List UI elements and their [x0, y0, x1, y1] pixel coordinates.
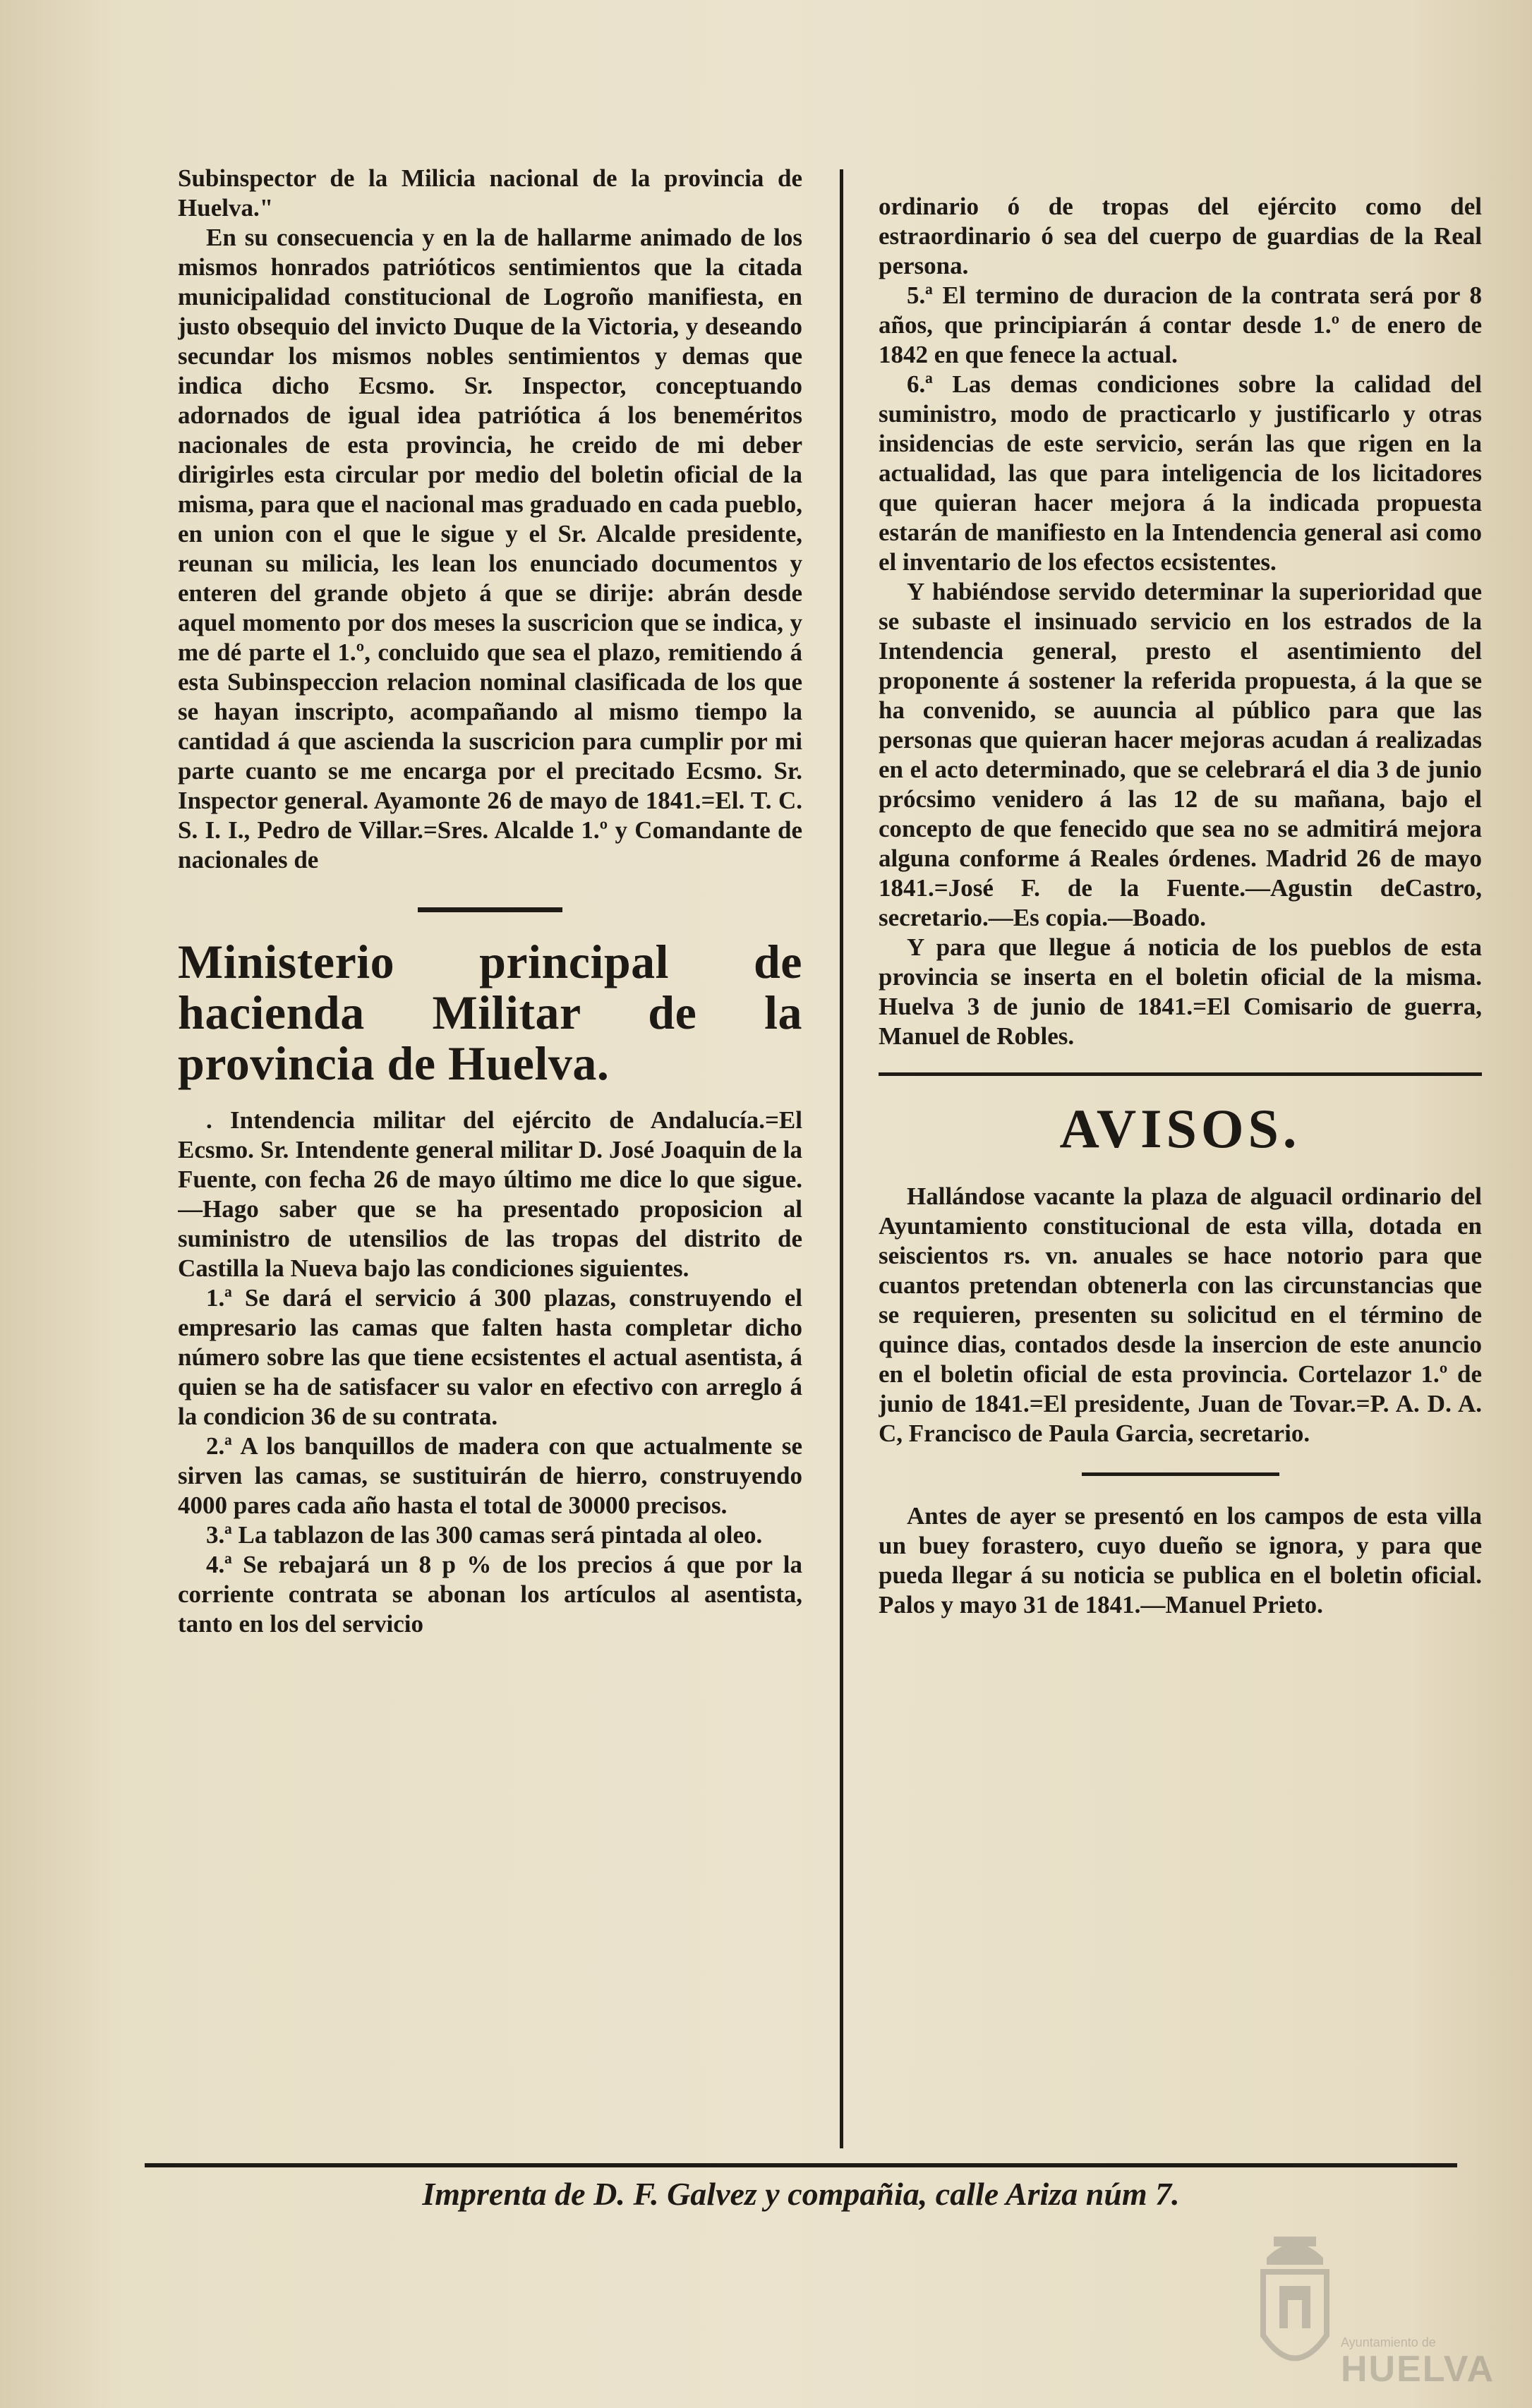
watermark-line-1: Ayuntamiento de [1341, 2335, 1436, 2349]
aviso-divider [1082, 1472, 1279, 1476]
right-paragraph-2: 5.ª El termino de duracion de la contrata será por 8 años, que principiarán á contar desde 1.º de enero de 1842 en que fenece la actual. [879, 282, 1482, 368]
imprint-footer: Imprenta de D. F. Galvez y compañia, calle Ariza núm 7. [422, 2176, 1180, 2212]
city-coat-of-arms-icon [1253, 2229, 1337, 2392]
left-paragraph-2: En su consecuencia y en la de hallarme animado de los mismos honrados patrióticos sentimientos que la citada municipalidad constitucional de Logroño manifiesta, en justo obsequio del invicto Duque de la Victoria, y deseando secundar los mismos nobles sentimientos y demas que indica dicho Ecsmo. Sr. Inspector, conceptuando adornados de igual idea patriótica á los beneméritos nacionales de esta provincia, he creido de mi deber dirigirles esta circular por medio del boletin oficial de la misma, para que el nacional mas graduado en cada pueblo, en union con el que le sigue y el Sr. Alcalde presidente, reunan su milicia, les lean los enunciado documentos y enteren del grande objeto á que se dirije: abrán desde aquel momento por dos meses la suscricion que se indica, y me dé parte el 1.º, concluido que sea el plazo, remitiendo á esta Subinspeccion relacion nominal clasificada de los que se hayan inscripto, acompañando al mismo tiempo la cantidad á que ascienda la suscricion para cumplir por mi parte cuanto se me encarga por el precitado Ecsmo. Sr. Inspector general. Ayamonte 26 de mayo de 1841.=El. T. C. S. I. I., Pedro de Villar.=Sres. Alcalde 1.º y Comandante de nacionales de [178, 224, 802, 873]
section-divider [418, 907, 562, 912]
ministerio-paragraph-4: 3.ª La tablazon de las 300 camas será pintada al oleo. [206, 1521, 763, 1549]
right-paragraph-1: ordinario ó de tropas del ejército como del estraordinario ó sea del cuerpo de guardias de la Real persona. [879, 193, 1482, 279]
left-paragraph-1: Subinspector de la Milicia nacional de la provincia de Huelva." [178, 164, 802, 222]
left-column [178, 164, 802, 2136]
section-divider-long [879, 1072, 1482, 1076]
right-paragraph-3: 6.ª Las demas condiciones sobre la calidad del suministro, modo de practicarlo y justificarlo y otras insidencias de este servicio, serán las que rigen en la actualidad, las que para inteligencia de los licitadores que quieran hacer mejora á la indicada propuesta estarán de manifiesto en la Intendencia general asi como el inventario de los efectos ecsistentes. [879, 370, 1482, 576]
avisos-heading: AVISOS. [1059, 1098, 1301, 1159]
ministerio-heading: Ministerio principal de hacienda Militar de la provincia de Huelva. [178, 935, 802, 1090]
footer-rule [145, 2163, 1457, 2167]
ministerio-paragraph-2: 1.ª Se dará el servicio á 300 plazas, construyendo el empresario las camas que falten hasta completar dicho número sobre las que tiene ecsistentes el actual asentista, á quien se ha de satisfacer su valor en efectivo con arreglo á la condicion 36 de su contrata. [178, 1284, 802, 1430]
aviso-paragraph-2: Antes de ayer se presentó en los campos de esta villa un buey forastero, cuyo dueño se ignora, y para que pueda llegar á su noticia se publica en el boletin oficial. Palos y mayo 31 de 1841.—Manuel Prieto. [879, 1502, 1482, 1619]
archive-watermark [1238, 2229, 1521, 2399]
right-column [879, 192, 1482, 2164]
watermark-line-2: HUELVA [1341, 2349, 1495, 2390]
ministerio-paragraph-5: 4.ª Se rebajará un 8 p % de los precios á que por la corriente contrata se abonan los artículos al asentista, tanto en los del servicio [178, 1551, 802, 1638]
right-paragraph-4: Y habiéndose servido determinar la superioridad que se subaste el insinuado servicio en los estrados de la Intendencia general, presto el asentimiento del proponente á sostener la referida propuesta, á la que se ha convenido, se auuncia al público para que las personas que quieran hacer mejoras acudan á realizadas en el acto determinado, que se celebrará el dia 3 de junio prócsimo venidero á las 12 de su mañana, bajo el concepto de que fenecido que sea no se admitirá mejora alguna conforme á Reales órdenes. Madrid 26 de mayo 1841.=José F. de la Fuente.—Agustin deCastro, secretario.—Es copia.—Boado. [879, 578, 1482, 931]
ministerio-paragraph-1: . Intendencia militar del ejército de Andalucía.=El Ecsmo. Sr. Intendente general militar D. José Joaquin de la Fuente, con fecha 26 de mayo último me dice lo que sigue.—Hago saber que se ha presentado proposicion al suministro de utensilios de las tropas del distrito de Castilla la Nueva bajo las condiciones siguientes. [178, 1106, 802, 1282]
right-paragraph-5: Y para que llegue á noticia de los pueblos de esta provincia se inserta en el boletin oficial de la misma. Huelva 3 de junio de 1841.=El Comisario de guerra, Manuel de Robles. [879, 933, 1482, 1050]
aviso-paragraph-1: Hallándose vacante la plaza de alguacil ordinario del Ayuntamiento constitucional de esta villa, dotada en seiscientos rs. vn. anuales se hace notorio para que cuantos pretendan obtenerla con las circunstancias que se requieren, presenten su solicitud en el término de quince dias, contados desde la insercion de este anuncio en el boletin oficial de esta provincia. Cortelazor 1.º de junio de 1841.=El presidente, Juan de Tovar.=P. A. D. A. C, Francisco de Paula Garcia, secretario. [879, 1182, 1482, 1447]
ministerio-paragraph-3: 2.ª A los banquillos de madera con que actualmente se sirven las camas, se sustituirán de hierro, construyendo 4000 pares cada año hasta el total de 30000 precisos. [178, 1432, 802, 1519]
column-separator [840, 169, 843, 2148]
